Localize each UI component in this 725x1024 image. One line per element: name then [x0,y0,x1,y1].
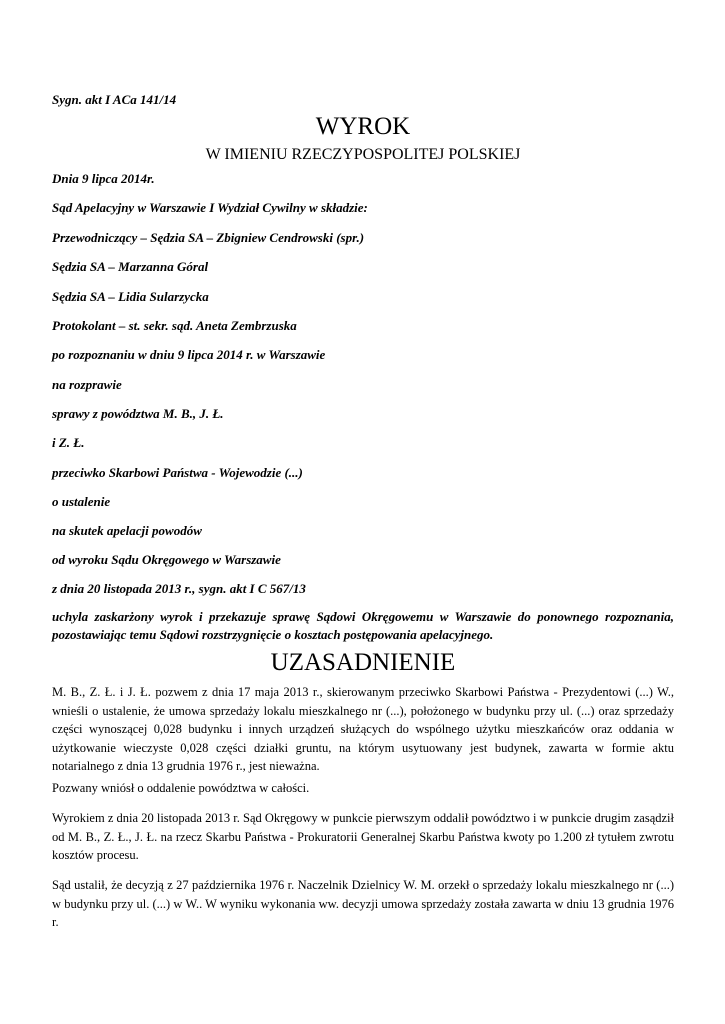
plaintiffs-cont: i Z. Ł. [52,435,85,450]
plaintiffs: sprawy z powództwa M. B., J. Ł. [52,406,224,421]
justification-paragraph: Pozwany wniósł o oddalenie powództwa w całości. [52,781,310,795]
subject-matter: o ustalenie [52,494,111,509]
case-number: Sygn. akt I ACa 141/14 [52,92,177,107]
presiding-judge: Przewodniczący – Sędzia SA – Zbigniew Cendrowski (spr.) [52,230,365,245]
defendant: przeciwko Skarbowi Państwa - Wojewodzie (...) [52,465,303,480]
court-composition: Sąd Apelacyjny w Warszawie I Wydział Cywilny w składzie: [52,200,368,215]
judge-2: Sędzia SA – Lidia Sularzycka [52,289,209,304]
judgment-sentence: uchyla zaskarżony wyrok i przekazuje sprawę Sądowi Okręgowemu w Warszawie do ponownego rozpoznania, pozostawiając temu Sądowi rozstrzygnięcie o kosztach postępowania apelacyjnego. [52,609,674,642]
appealed-judgment-date: z dnia 20 listopada 2013 r., sygn. akt I C 567/13 [52,581,306,596]
appealed-judgment: od wyroku Sądu Okręgowego w Warszawie [52,552,281,567]
judgment-title: WYROK [315,113,411,140]
justification-paragraph: Wyrokiem z dnia 20 listopada 2013 r. Sąd Okręgowy w punkcie pierwszym oddalił powództwo i w punkcie drugim zasądził od M. B., Z. Ł., J. Ł. na rzecz Skarbu Państwa - Prokuratorii Generalnej Skarbu Państwa kwoty po 1.200 zł tytułem zwrotu kosztów procesu. [52,811,674,862]
judgment-date: Dnia 9 lipca 2014r. [52,171,155,186]
judge-1: Sędzia SA – Marzanna Góral [52,259,209,274]
court-clerk: Protokolant – st. sekr. sąd. Aneta Zembrzuska [52,318,297,333]
hearing-type: na rozprawie [52,377,122,392]
justification-heading: UZASADNIENIE [270,649,456,676]
appeal-basis: na skutek apelacji powodów [52,523,202,538]
justification-paragraph: M. B., Z. Ł. i J. Ł. pozwem z dnia 17 maja 2013 r., skierowanym przeciwko Skarbowi Państwa - Prezydentowi (...) W., wnieśli o ustalenie, że umowa sprzedaży lokalu mieszkalnego nr (...), położonego w budynku przy ul. (...) oraz sprzedaży części wynoszącej 0,028 budynku i innych urządzeń służących do wspólnego użytku mieszkańców oraz oddania w użytkowanie wieczyste 0,028 części działki gruntu, na którym usytuowany jest budynek, zawarta w formie aktu notarialnego z dnia 13 grudnia 1976 r., jest nieważna. [52,685,674,773]
judgment-subtitle: W IMIENIU RZECZYPOSPOLITEJ POLSKIEJ [205,146,521,163]
justification-paragraph: Sąd ustalił, że decyzją z 27 października 1976 r. Naczelnik Dzielnicy W. M. orzekł o sprzedaży lokalu mieszkalnego nr (...) w budynku przy ul. (...) w W.. W wyniku wykonania ww. decyzji umowa sprzedaży została zawarta w dniu 13 grudnia 1976 r. [52,878,674,929]
hearing-date: po rozpoznaniu w dniu 9 lipca 2014 r. w Warszawie [52,347,326,362]
